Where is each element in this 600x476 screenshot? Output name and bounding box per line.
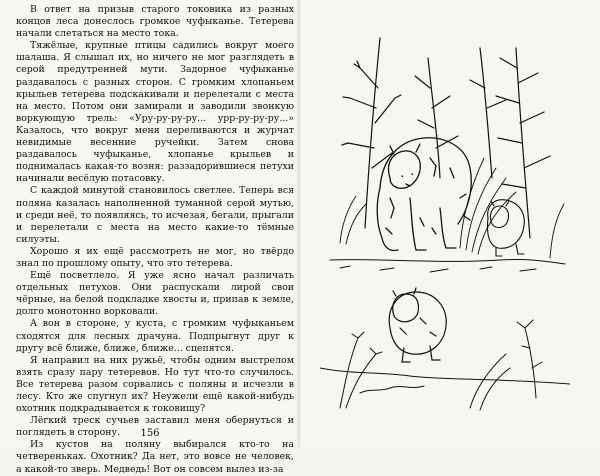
cub-lower	[389, 288, 446, 362]
paragraph: В ответ на призыв старого токовика из разных концов леса донеслось громкое чуфыканье. Тетерева начали слетаться на место тока.	[16, 4, 294, 40]
bear-with-cubs-illustration	[320, 28, 570, 418]
left-page	[0, 0, 300, 475]
cub-right	[487, 200, 524, 256]
paragraph: Ещё посветлело. Я уже ясно начал различать отдельных петухов. Они распускали лирой свои чёрные, на белой подкладке хвосты и, припав к земле, долго монотонно ворковали.	[16, 270, 294, 318]
paragraph: А вон в стороне, у куста, с громким чуфыканьем сходятся для лесных драчуна. Подпрыгнут друг к другу всё ближе, ближе, ближе... сцепятся.	[16, 318, 294, 354]
paragraph: Из кустов на поляну выбирался кто-то на четвереньках. Охотник? Да нет, это вовсе не человек, а какой-то зверь. Медведь! Вот он совсем вылез из-за	[16, 439, 294, 475]
paragraph: С каждой минутой становилось светлее. Теперь вся поляна казалась наполненной туманной серой мутью, и среди неё, то появляясь, то исчезая, бегали, прыгали и перелетали с места на место какие-то тёмные силуэты.	[16, 185, 294, 245]
paragraph: Хорошо я их ещё рассмотреть не мог, но твёрдо знал по прошлому опыту, что это тетерева.	[16, 245, 294, 269]
paragraph: Лёгкий треск сучьев заставил меня обернуться и поглядеть в сторону.	[16, 415, 294, 439]
adult-bear	[377, 138, 471, 251]
ground	[330, 259, 565, 272]
page-text	[16, 4, 294, 476]
page-number: 156	[140, 428, 160, 439]
tree-branches	[342, 38, 550, 238]
paragraph: Я направил на них ружьё, чтобы одним выстрелом взять сразу пару тетеревов. Но тут что-то случилось. Все тетерева разом сорвались с поляны и исчезли в лесу. Кто же спугнул их? Неужели ещё какой-нибудь охотник подкрадывается к токовищу?	[16, 354, 294, 415]
paragraph: Тяжёлые, крупные птицы садились вокруг моего шалаша. Я слышал их, но ничего не мог разглядеть в серой предутренней мути. Задорное чуфыканье раздавалось с разных сторон. С громким хлопаньем крыльев тетерева подскакивали и перелетали с места на место. Потом они замирали и заводили звонкую воркующую трель: «Уру-ру-ру-ру... урр-ру-ру-ру...» Казалось, что вокруг меня переливаются и журчат невидимые весенние ручейки. Затем снова раздавалось чуфыканье, хлопанье крыльев и поднималась какая-то возня: раззадорившиеся петухи начинали весёлую потасовку.	[16, 40, 294, 185]
